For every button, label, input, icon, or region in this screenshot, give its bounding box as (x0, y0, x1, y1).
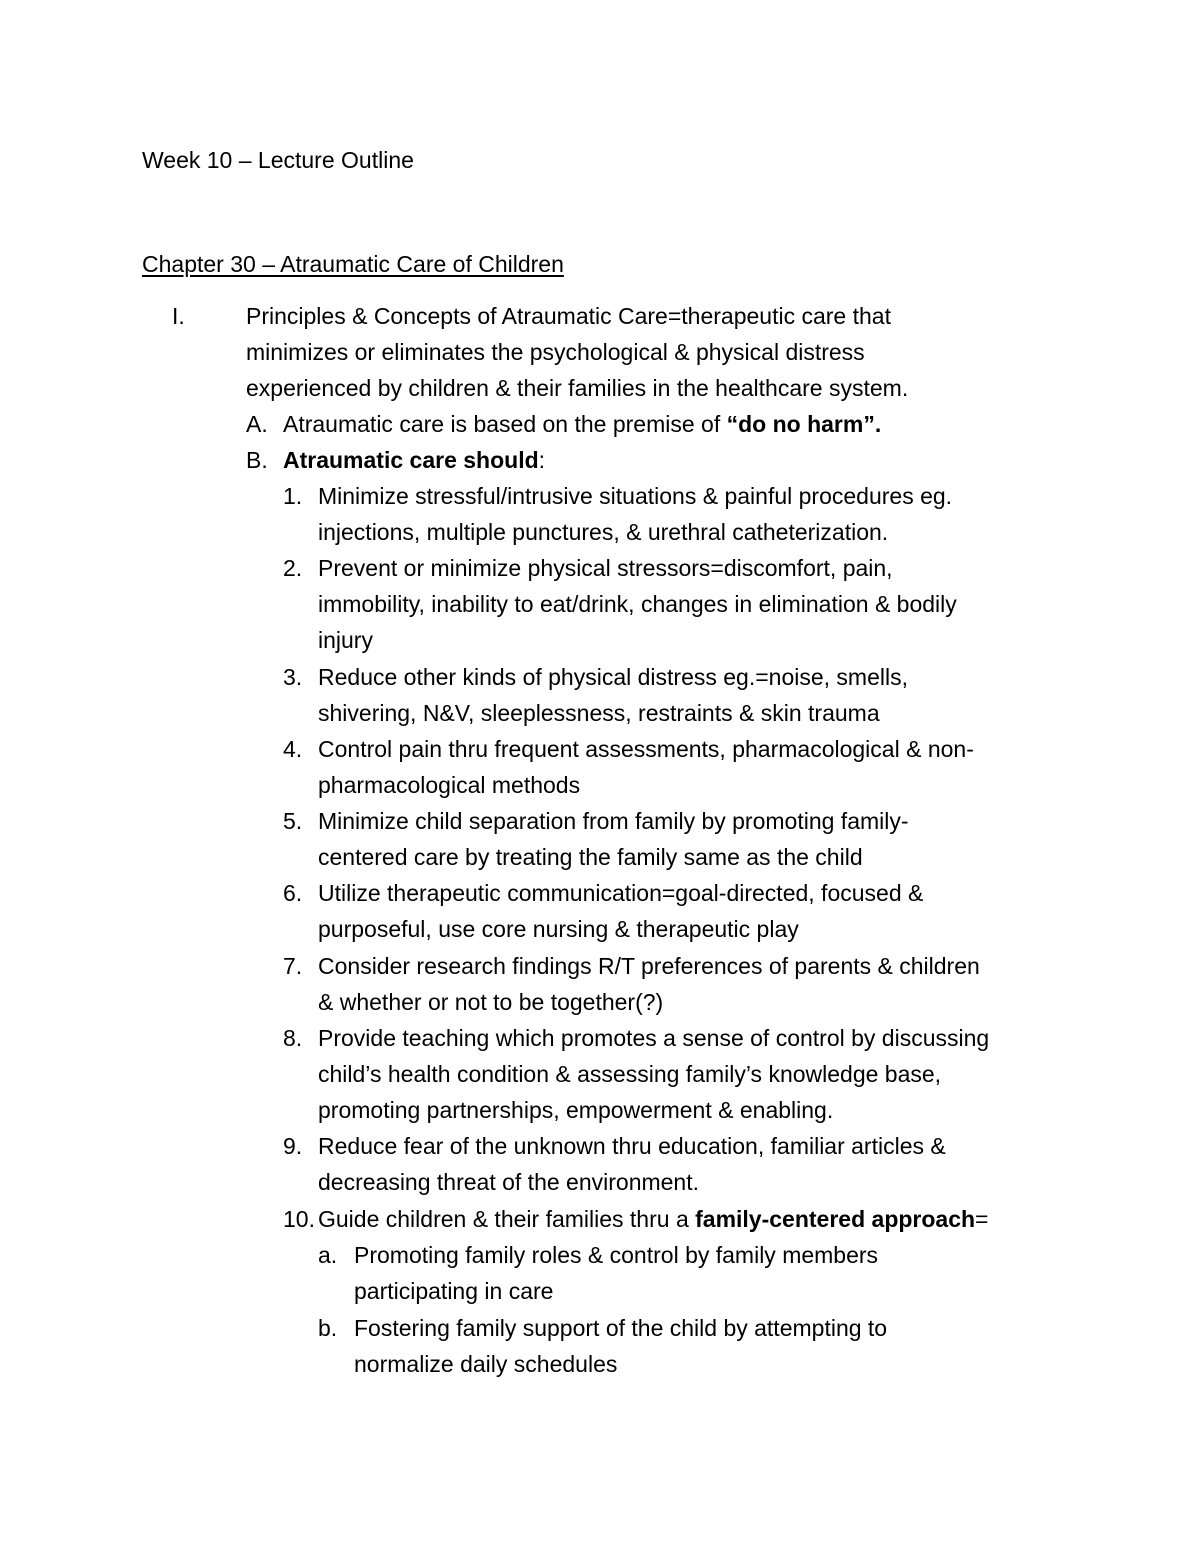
section-text-line: Principles & Concepts of Atraumatic Care=therapeutic care that (246, 303, 891, 329)
list-marker: b. (318, 1315, 338, 1341)
list-item-line: Utilize therapeutic communication=goal-directed, focused & (318, 880, 924, 906)
list-item-line: Provide teaching which promotes a sense of control by discussing (318, 1025, 990, 1051)
list-item-a: Atraumatic care is based on the premise of “do no harm”. (283, 411, 882, 437)
list-item-line: Minimize stressful/intrusive situations & painful procedures eg. (318, 483, 953, 509)
list-item-line: shivering, N&V, sleeplessness, restraints & skin trauma (318, 700, 880, 726)
list-marker: B. (246, 447, 268, 473)
list-marker: 10. (283, 1206, 315, 1232)
list-item-line: & whether or not to be together(?) (318, 989, 664, 1015)
list-marker: 9. (283, 1133, 303, 1159)
list-item-line: centered care by treating the family same as the child (318, 844, 863, 870)
list-item-line: purposeful, use core nursing & therapeutic play (318, 916, 799, 942)
list-item-line: pharmacological methods (318, 772, 581, 798)
list-marker: 2. (283, 555, 303, 581)
list-item-line: Consider research findings R/T preferences of parents & children (318, 953, 980, 979)
list-marker: 1. (283, 483, 303, 509)
list-item-10: Guide children & their families thru a family-centered approach= (318, 1206, 989, 1232)
list-marker: 8. (283, 1025, 303, 1051)
list-item-line: Prevent or minimize physical stressors=discomfort, pain, (318, 555, 893, 581)
page-title: Week 10 – Lecture Outline (142, 147, 414, 173)
list-item-line: Control pain thru frequent assessments, pharmacological & non- (318, 736, 974, 762)
section-text-line: experienced by children & their families in the healthcare system. (246, 375, 909, 401)
section-marker: I. (172, 303, 185, 329)
sub-item-line: Promoting family roles & control by family members (354, 1242, 879, 1268)
list-item-line: injury (318, 627, 373, 653)
list-marker: 6. (283, 880, 303, 906)
list-marker: 4. (283, 736, 303, 762)
list-item-line: Reduce fear of the unknown thru education, familiar articles & (318, 1133, 946, 1159)
list-item-line: Reduce other kinds of physical distress eg.=noise, smells, (318, 664, 908, 690)
list-marker: 3. (283, 664, 303, 690)
list-marker: a. (318, 1242, 338, 1268)
list-marker: A. (246, 411, 268, 437)
list-item-line: promoting partnerships, empowerment & enabling. (318, 1097, 834, 1123)
list-item-line: injections, multiple punctures, & urethral catheterization. (318, 519, 889, 545)
sub-item-line: Fostering family support of the child by attempting to (354, 1315, 888, 1341)
list-item-b: Atraumatic care should: (283, 447, 546, 473)
list-item-line: decreasing threat of the environment. (318, 1169, 700, 1195)
section-text-line: minimizes or eliminates the psychological & physical distress (246, 339, 865, 365)
chapter-heading: Chapter 30 – Atraumatic Care of Children (142, 251, 564, 277)
list-marker: 7. (283, 953, 303, 979)
list-marker: 5. (283, 808, 303, 834)
sub-item-line: normalize daily schedules (354, 1351, 618, 1377)
sub-item-line: participating in care (354, 1278, 554, 1304)
list-item-line: immobility, inability to eat/drink, changes in elimination & bodily (318, 591, 957, 617)
list-item-line: child’s health condition & assessing family’s knowledge base, (318, 1061, 942, 1087)
list-item-line: Minimize child separation from family by promoting family- (318, 808, 909, 834)
